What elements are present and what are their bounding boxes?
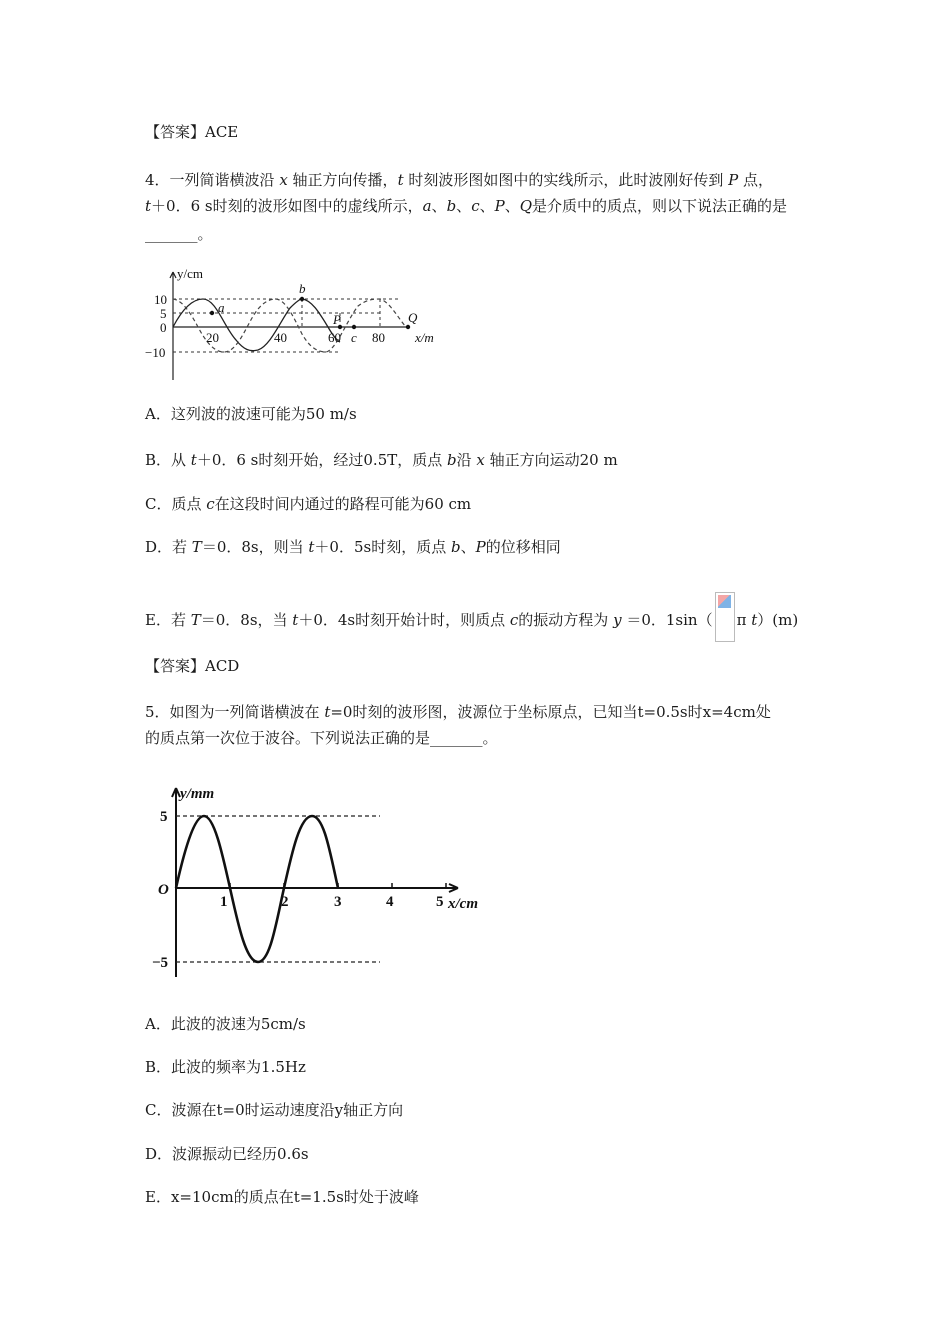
q4-point-Q bbox=[406, 325, 410, 329]
q5-origin-label: O bbox=[158, 882, 169, 898]
q5-option-A: A．此波的波速为5cm/s bbox=[145, 1015, 306, 1033]
q4-text: 是介质中的质点，则以下说法正确的是 bbox=[532, 197, 788, 215]
q5-text: 5．如图为一列简谐横波在 bbox=[145, 703, 325, 721]
q4-var-t: t bbox=[190, 451, 197, 469]
q4-var-c: c bbox=[206, 495, 215, 513]
q4-point-b bbox=[300, 297, 304, 301]
q4-text: 、 bbox=[479, 197, 495, 215]
q4-var-T: T bbox=[190, 611, 201, 629]
q5-var-t: t bbox=[324, 703, 331, 721]
q4-option-text: 的位移相同 bbox=[485, 538, 561, 556]
q4-option-text: ＝0．8s，则当 bbox=[201, 538, 309, 556]
q4-var-P: P bbox=[494, 197, 505, 215]
q4-option-text: B．从 bbox=[145, 451, 191, 469]
q4-var-a: a bbox=[422, 197, 432, 215]
q4-var-b: b bbox=[450, 538, 461, 556]
q4-option-text: C．质点 bbox=[145, 495, 207, 513]
q4-text: 轴正方向传播， bbox=[287, 171, 398, 189]
q4-xtick: 60 bbox=[328, 330, 341, 345]
q4-option-A: A．这列波的波速可能为50 m/s bbox=[145, 405, 357, 423]
q4-label-a: a bbox=[218, 300, 225, 315]
q5-option-B: B．此波的频率为1.5Hz bbox=[145, 1058, 306, 1076]
q4-stem-line-2 bbox=[145, 196, 787, 216]
q4-option-text: ＝0．8s，当 bbox=[200, 611, 293, 629]
q4-option-text: 、 bbox=[460, 538, 476, 556]
q4-label-b: b bbox=[299, 281, 306, 296]
q4-var-P: P bbox=[475, 538, 486, 556]
q4-text: 、 bbox=[504, 197, 520, 215]
q5-xtick: 1 bbox=[220, 894, 228, 910]
q4-stem-line-1 bbox=[145, 170, 773, 190]
q4-option-text: π bbox=[736, 611, 752, 629]
q4-option-text: ＋0．5s时刻，质点 bbox=[314, 538, 451, 556]
q5-ylabel: y/mm bbox=[180, 786, 215, 802]
q4-text: ＋0．6 s时刻的波形如图中的虚线所示， bbox=[151, 197, 423, 215]
q5-xtick: 3 bbox=[334, 894, 342, 910]
q4-label-P: P bbox=[333, 312, 341, 327]
q4-ytick: 5 bbox=[160, 306, 167, 321]
q4-option-text: ＋0．4s时刻开始计时，则质点 bbox=[298, 611, 510, 629]
q4-ylabel: y/cm bbox=[177, 266, 203, 281]
q4-option-text: ＋0．6 s时刻开始，经过0.5T，质点 bbox=[196, 451, 448, 469]
q5-xlabel: x/cm bbox=[448, 896, 478, 912]
q4-point-a bbox=[210, 311, 214, 315]
q5-ytick: −5 bbox=[152, 955, 169, 971]
q5-text: =0时刻的波形图，波源位于坐标原点，已知当t=0.5s时x=4cm处 bbox=[330, 703, 771, 721]
broken-image-icon bbox=[715, 592, 735, 642]
q4-answer: 【答案】ACD bbox=[145, 657, 240, 675]
q4-option-D bbox=[145, 537, 561, 557]
q5-stem-line-2: 的质点第一次位于波谷。下列说法正确的是_______。 bbox=[145, 729, 498, 747]
q5-stem-line-1 bbox=[145, 702, 771, 722]
q4-option-text: 在这段时间内通过的路程可能为60 cm bbox=[214, 495, 472, 513]
q5-xtick: 4 bbox=[386, 894, 394, 910]
q4-text: 、 bbox=[431, 197, 447, 215]
q4-ytick: 10 bbox=[154, 292, 167, 307]
q4-text: 4．一列简谐横波沿 bbox=[145, 171, 280, 189]
q4-var-Q: Q bbox=[519, 197, 533, 215]
q5-option-E: E．x=10cm的质点在t=1.5s时处于波峰 bbox=[145, 1188, 419, 1206]
q4-var-t: t bbox=[751, 611, 758, 629]
q4-option-text: ＝0．1sin（ bbox=[621, 611, 713, 629]
q4-text: 、 bbox=[456, 197, 472, 215]
q4-var-t: t bbox=[145, 197, 152, 215]
q4-option-E bbox=[145, 596, 798, 646]
q4-xtick: 20 bbox=[206, 330, 219, 345]
q5-xtick: 2 bbox=[281, 894, 289, 910]
q4-var-x: x bbox=[476, 451, 485, 469]
q4-answer-blank: _______。 bbox=[145, 225, 213, 243]
q4-var-P: P bbox=[728, 171, 739, 189]
q4-option-text: ）(m) bbox=[757, 611, 799, 629]
q5-wave-figure bbox=[150, 782, 495, 982]
q4-var-b: b bbox=[447, 451, 457, 469]
q4-point-c bbox=[352, 325, 356, 329]
q4-xlabel: x/m bbox=[415, 330, 434, 345]
q4-option-B bbox=[145, 450, 618, 470]
q5-option-C: C．波源在t=0时运动速度沿y轴正方向 bbox=[145, 1101, 404, 1119]
q4-ytick: −10 bbox=[145, 345, 166, 360]
q4-text: 时刻波形图如图中的实线所示，此时波刚好传到 bbox=[403, 171, 729, 189]
q4-var-T: T bbox=[191, 538, 202, 556]
q4-var-t: t bbox=[308, 538, 315, 556]
q5-ytick: 5 bbox=[160, 809, 168, 825]
q4-var-y: y bbox=[613, 611, 622, 629]
q5-option-D: D．波源振动已经历0.6s bbox=[145, 1145, 309, 1163]
q4-var-x: x bbox=[279, 171, 288, 189]
q4-xtick: 40 bbox=[274, 330, 287, 345]
previous-answer: 【答案】ACE bbox=[145, 123, 239, 141]
q4-option-text: E．若 bbox=[145, 611, 191, 629]
q4-wave-figure bbox=[140, 262, 460, 384]
q4-var-b: b bbox=[446, 197, 457, 215]
q5-xtick: 5 bbox=[436, 894, 444, 910]
q4-var-t: t bbox=[397, 171, 404, 189]
q4-xtick: 80 bbox=[372, 330, 385, 345]
q4-var-c: c bbox=[509, 611, 519, 629]
q4-ytick: 0 bbox=[160, 320, 167, 335]
q4-label-Q: Q bbox=[408, 310, 418, 325]
q4-option-text: 沿 bbox=[456, 451, 477, 469]
q4-option-text: D．若 bbox=[145, 538, 192, 556]
q4-text: 点， bbox=[738, 171, 774, 189]
q4-option-C bbox=[145, 494, 471, 514]
q4-option-text: 轴正方向运动20 m bbox=[484, 451, 618, 469]
q4-var-t: t bbox=[292, 611, 299, 629]
q4-option-text: 的振动方程为 bbox=[518, 611, 614, 629]
q4-var-c: c bbox=[471, 197, 480, 215]
q4-label-c: c bbox=[351, 330, 357, 345]
